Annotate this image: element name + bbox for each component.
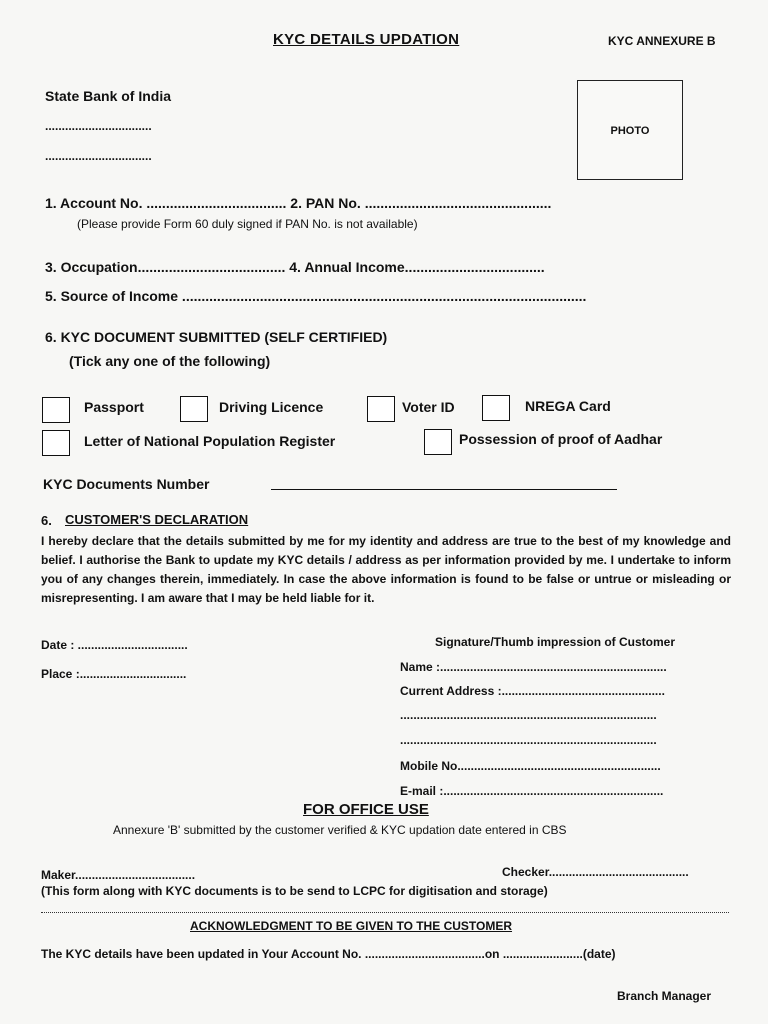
email-field[interactable]: E-mail :.................................................................. [400, 784, 664, 798]
date-field[interactable]: Date : ................................. [41, 638, 188, 652]
branch-line-2[interactable]: ................................ [45, 149, 152, 163]
place-field[interactable]: Place :................................ [41, 667, 187, 681]
tear-line [41, 912, 729, 913]
option-npr-letter-label: Letter of National Population Register [84, 433, 336, 449]
branch-manager-label: Branch Manager [617, 989, 712, 1003]
account-pan-row[interactable]: 1. Account No. .................................... 2. PAN No. ................................................ [45, 195, 552, 211]
declaration-heading: CUSTOMER'S DECLARATION [65, 512, 249, 527]
kyc-docs-number-label: KYC Documents Number [43, 476, 210, 492]
name-field[interactable]: Name :.................................................................... [400, 660, 667, 674]
lcpc-instruction: (This form along with KYC documents is to be send to LCPC for digitisation and storage) [41, 884, 548, 898]
bank-name: State Bank of India [45, 88, 172, 104]
photo-label: PHOTO [610, 125, 650, 137]
checkbox-npr-letter[interactable] [42, 430, 70, 456]
branch-line-1[interactable]: ................................ [45, 119, 152, 133]
form-title: KYC DETAILS UPDATION [273, 31, 460, 48]
kyc-docs-heading: 6. KYC DOCUMENT SUBMITTED (SELF CERTIFIED) [45, 329, 388, 345]
kyc-docs-instruction: (Tick any one of the following) [69, 353, 271, 369]
pan-note: (Please provide Form 60 duly signed if PAN No. is not available) [77, 217, 418, 231]
checkbox-nrega-card[interactable] [482, 395, 510, 421]
checkbox-passport[interactable] [42, 397, 70, 423]
source-of-income-row[interactable]: 5. Source of Income ........................................................................................................ [45, 288, 587, 304]
declaration-number: 6. [41, 513, 52, 528]
acknowledgment-heading: ACKNOWLEDGMENT TO BE GIVEN TO THE CUSTOMER [190, 919, 513, 933]
kyc-docs-number-field[interactable] [271, 489, 617, 490]
declaration-text: I hereby declare that the details submitted by me for my identity and address are true to the best of my knowledge and belief. I authorise the Bank to update my KYC details / address as per information provided by me. I undertake to inform you of any changes therein, immediately. In case the above information is found to be false or untrue or misleading or misrepresenting. I am aware that I may be held liable for it. [41, 534, 731, 605]
address-line-3[interactable]: ............................................................................. [400, 733, 657, 747]
acknowledgment-text[interactable]: The KYC details have been updated in Your Account No. ....................................on ........................(date) [41, 947, 616, 961]
current-address-field[interactable]: Current Address :................................................. [400, 684, 665, 698]
checkbox-voter-id[interactable] [367, 396, 395, 422]
maker-field[interactable]: Maker.................................... [41, 868, 196, 882]
photo-box[interactable] [577, 80, 683, 180]
option-voter-id-label: Voter ID [402, 399, 455, 415]
office-use-note: Annexure 'B' submitted by the customer verified & KYC updation date entered in CBS [113, 823, 567, 837]
annexure-label: KYC ANNEXURE B [608, 34, 716, 48]
checkbox-driving-licence[interactable] [180, 396, 208, 422]
option-aadhar-label: Possession of proof of Aadhar [459, 431, 663, 447]
mobile-field[interactable]: Mobile No............................................................. [400, 759, 661, 773]
signature-label: Signature/Thumb impression of Customer [435, 635, 676, 649]
option-driving-licence-label: Driving Licence [219, 399, 324, 415]
checker-field[interactable]: Checker.......................................... [502, 865, 689, 879]
option-passport-label: Passport [84, 399, 144, 415]
checkbox-aadhar[interactable] [424, 429, 452, 455]
office-use-heading: FOR OFFICE USE [303, 801, 429, 818]
option-nrega-card-label: NREGA Card [525, 398, 611, 414]
address-line-2[interactable]: ............................................................................. [400, 708, 657, 722]
occupation-income-row[interactable]: 3. Occupation...................................... 4. Annual Income.................................... [45, 259, 545, 275]
